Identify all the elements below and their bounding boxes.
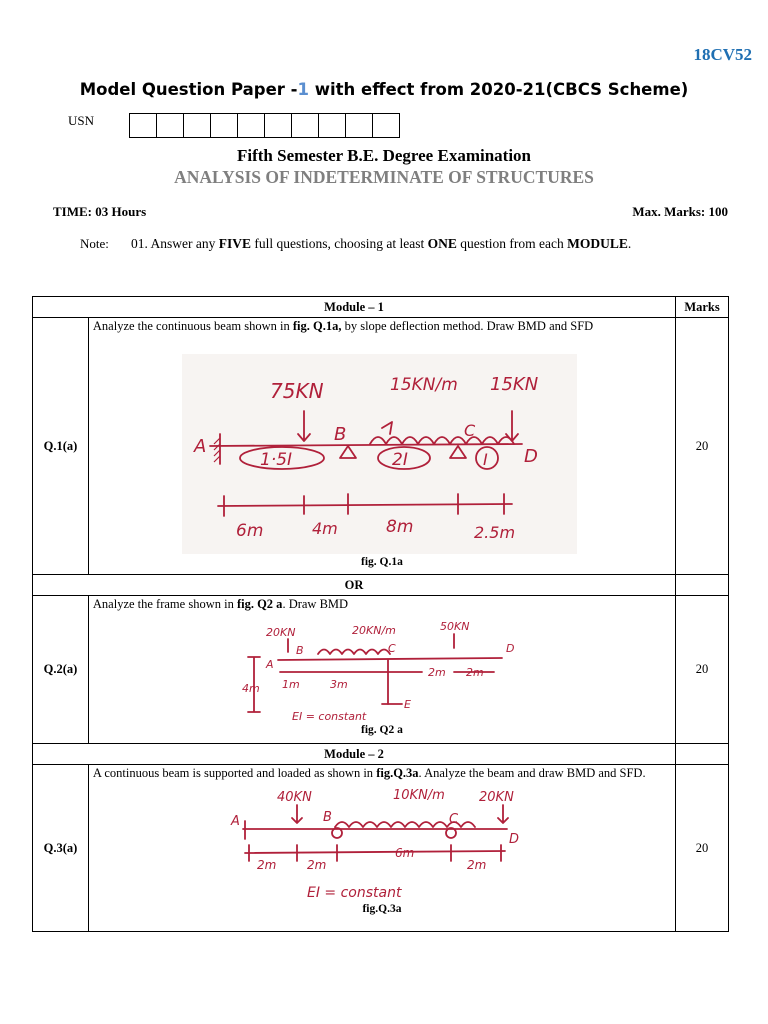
q3-ei-note: EI = constant [306,885,402,901]
q2-node-e: E [403,698,411,711]
q2-height: 4m [241,682,260,695]
q3-load3-label: 20KN [478,790,514,805]
usn-box [211,113,238,138]
q1-load1-label: 75KN [269,379,324,403]
q2-figure-caption: fig. Q2 a [361,724,403,736]
q1-span-4: 2.5m [473,523,515,542]
question-row-q2 [33,596,729,744]
q3-load2-label: 10KN/m [392,788,445,803]
marks-heading: Marks [676,297,729,318]
usn-box [265,113,292,138]
q1-text: Analyze the continuous beam shown in fig. Q.1a, by slope deflection method. Draw BMD and SFD [92,319,594,333]
subject-title: ANALYSIS OF INDETERMINATE OF STRUCTURES [174,167,594,187]
paper-title: Model Question Paper -1 with effect from 2020-21(CBCS Scheme) [79,80,689,99]
or-row [33,575,729,596]
usn-box [184,113,211,138]
q2-node-d: D [505,642,515,655]
q3-node-c: C [448,812,459,827]
exam-title: Fifth Semester B.E. Degree Examination [237,146,531,165]
q3-marks: 20 [676,765,729,932]
note-label: Note: [80,236,109,251]
q3-node-d: D [508,832,519,847]
q2-udl-coil [318,650,390,655]
q3-node-a: A [230,814,240,829]
q2-node-c: C [387,642,396,655]
module-2-header-row [33,744,729,765]
q2-load1-label: 20KN [265,626,296,639]
usn-box [292,113,319,138]
question-table [32,296,729,932]
q1-load3-label: 15KN [489,374,539,395]
q1-node-b: B [333,424,347,445]
q3-point-load-arrow-2 [498,805,508,823]
q3-text: A continuous beam is supported and loaded as shown in fig.Q.3a. Analyze the beam and draw BMD and SFD. [92,766,646,780]
q3-load1-label: 40KN [276,790,312,805]
q1-inertia-3: I [482,450,488,469]
q1-node-d: D [523,446,538,467]
or-separator: OR [33,575,676,596]
q2-span-2: 3m [329,678,348,691]
q1-node-c: C [463,421,476,440]
q2-span-1: 1m [281,678,300,691]
q3-node-b: B [322,810,332,825]
q1-span-2: 4m [311,519,338,538]
q1-label: Q.1(a) [33,318,89,575]
usn-boxes [129,113,400,138]
course-code: 18CV52 [693,45,752,64]
q2-label: Q.2(a) [33,596,89,744]
q1-span-3: 8m [385,517,414,537]
usn-box [346,113,373,138]
q2-span-3: 2m [427,666,446,679]
q2-load3-label: 50KN [439,620,470,633]
q2-node-a: A [265,658,274,671]
q2-text: Analyze the frame shown in fig. Q2 a. Draw BMD [92,597,349,611]
q2-frame-figure [222,612,542,724]
q3-span-4: 2m [466,858,487,872]
module-1-header-row [33,297,729,318]
usn-box [238,113,265,138]
q3-dimension-line [245,851,505,853]
q2-ei-note: EI = constant [291,710,367,723]
usn-label: USN [68,113,95,128]
usn-box [319,113,346,138]
or-marks-cell [676,575,729,596]
q3-label: Q.3(a) [33,765,89,932]
q1-load2-label: 15KN/m [389,375,458,395]
q3-span-3: 6m [394,846,415,860]
q3-span-1: 2m [256,858,277,872]
usn-box [130,113,157,138]
module-1-heading: Module – 1 [33,297,676,318]
q1-inertia-1: 1·5I [259,450,293,470]
module-2-heading: Module – 2 [33,744,676,765]
time-info: TIME: 03 Hours [53,204,147,219]
question-row-q1 [33,318,729,575]
q1-span-1: 6m [235,521,264,541]
q3-body [88,765,675,932]
q2-load2-label: 20KN/m [351,624,396,637]
q2-span-4: 2m [465,666,484,679]
usn-box [373,113,400,138]
q1-marks: 20 [676,318,729,575]
note-text: 01. Answer any FIVE full questions, choosing at least ONE question from each MODULE. [131,236,632,251]
q1-figure-caption: fig. Q.1a [361,556,403,568]
q3-figure-caption: fig.Q.3a [362,903,402,915]
q3-beam-figure [227,781,537,903]
module-2-marks-cell [676,744,729,765]
q3-point-load-arrow [292,805,302,823]
q2-marks: 20 [676,596,729,744]
q3-span-2: 2m [306,858,327,872]
usn-box [157,113,184,138]
q1-inertia-2: 2I [391,450,408,470]
q1-node-a: A [193,436,207,457]
q1-body [88,318,675,575]
q2-node-b: B [295,644,304,657]
q2-beam-line [278,658,502,660]
q2-body [88,596,675,744]
max-marks: Max. Marks: 100 [632,204,728,219]
question-row-q3 [33,765,729,932]
q1-beam-figure [182,334,582,556]
